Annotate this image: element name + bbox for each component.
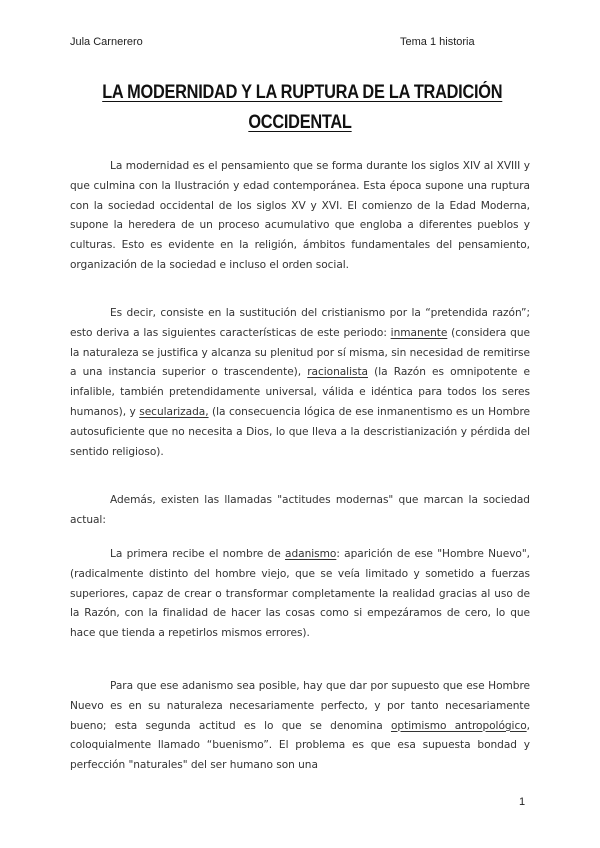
paragraph-actitudes: Además, existen las llamadas "actitudes modernas" que marcan la sociedad actual: bbox=[70, 494, 530, 526]
text-segment: Es decir, consiste en la sustitución del cristianismo por la “pretendida razón”; esto deriva a las siguientes características de este periodo: bbox=[70, 307, 530, 339]
paragraph-caracteristicas bbox=[70, 304, 530, 462]
title-line-1: LA MODERNIDAD Y LA RUPTURA DE LA TRADICIÓN bbox=[102, 82, 503, 103]
text-segment: La primera recibe el nombre de bbox=[110, 548, 286, 560]
page-number: 1 bbox=[519, 796, 526, 808]
paragraph-adanismo bbox=[70, 545, 530, 644]
text-segment: , coloquialmente llamado “buenismo”. El problema es que esa supuesta bondad y perfección "naturales" del ser humano son una bbox=[70, 719, 530, 772]
text-segment: (la Razón es omnipotente e infalible, también pretendidamente universal, válida e idéntica para todos los seres humanos), y bbox=[70, 366, 530, 418]
term-optimismo-antropologico: optimismo antropológico bbox=[390, 719, 527, 732]
text-segment: (considera que la naturaleza se justifica y alcanza su plenitud por sí misma, sin necesidad de remitirse a una instancia superior o trascendente), bbox=[70, 326, 530, 379]
term-inmanente: inmanente bbox=[390, 326, 448, 339]
title-line-2: OCCIDENTAL bbox=[248, 112, 352, 133]
paragraph-optimismo bbox=[70, 677, 530, 776]
text-segment: Para que ese adanismo sea posible, hay que dar por supuesto que ese Hombre Nuevo es en su naturaleza necesariamente perfecto, y por tanto necesariamente bueno; esta segunda actitud es lo que se denomina bbox=[70, 680, 530, 732]
term-adanismo: adanismo bbox=[285, 548, 337, 560]
author-name: Jula Carnerero bbox=[70, 36, 143, 48]
term-racionalista: racionalista bbox=[307, 366, 368, 379]
text-segment: : aparición de ese "Hombre Nuevo", (radicalmente distinto del hombre viejo, que se veía limitado y sometido a fuerzas superiores, capaz de crear o transformar completamente la realidad gracias al uso de la Razón, con la finalidad de hacer las cosas como si empezáramos de cero, lo que hace que tienda a repetirlos mismos errores). bbox=[70, 548, 530, 640]
text-segment: (la consecuencia lógica de ese inmanentismo es un Hombre autosuficiente que no necesita a Dios, lo que lleva a la descristianización y pérdida del sentido religioso). bbox=[70, 405, 530, 458]
document-title bbox=[102, 78, 503, 138]
term-secularizada: secularizada, bbox=[139, 405, 209, 418]
page-header bbox=[70, 36, 530, 50]
paragraph-modernidad: La modernidad es el pensamiento que se forma durante los siglos XIV al XVIII y que culmina con la Ilustración y edad contemporánea. Esta época supone una ruptura con la sociedad occidental de los siglos XV y XVI. El comienzo de la Edad Moderna, supone la heredera de un proceso acumulativo que engloba a diferentes pueblos y culturas. Esto es evidente en la religión, ámbitos fundamentales del pensamiento, organización de la sociedad e incluso el orden social. bbox=[70, 160, 530, 271]
document-subject: Tema 1 historia bbox=[400, 36, 475, 48]
